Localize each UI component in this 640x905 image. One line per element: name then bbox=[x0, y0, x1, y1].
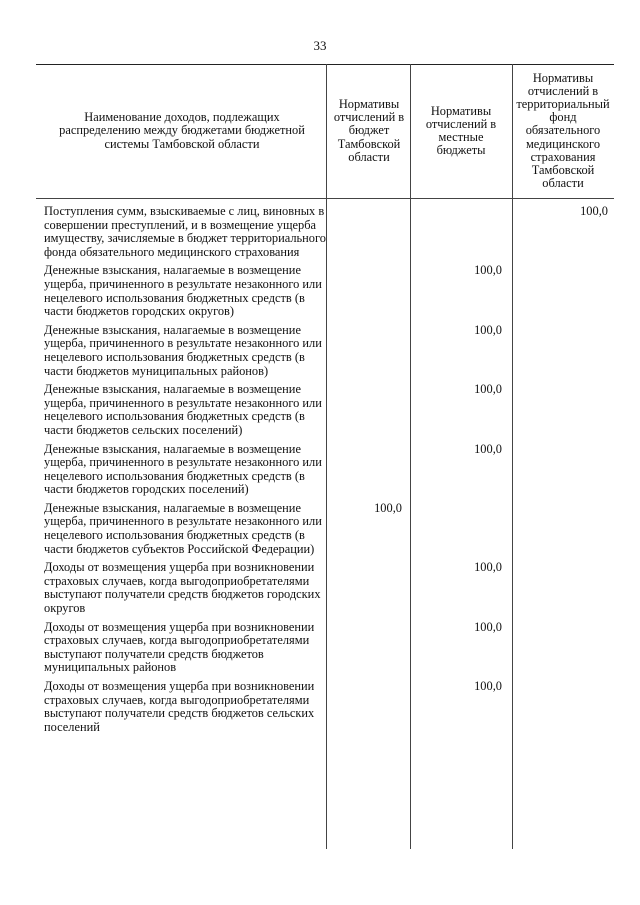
row-regional-value: 100,0 bbox=[374, 500, 402, 515]
header-local-budgets: Нормативы отчислений в местные бюджеты bbox=[425, 103, 497, 158]
table-row bbox=[44, 205, 614, 259]
row-local-value: 100,0 bbox=[474, 560, 502, 575]
row-local-value: 100,0 bbox=[474, 679, 502, 693]
row-income-name: Денежные взыскания, налагаемые в возмещение ущерба, причиненного в результате незаконного или нецелевого использования бюджетных средств (в части бюджетов субъектов Российской Федерации) bbox=[44, 500, 322, 556]
row-income-name: Поступления сумм, взыскиваемые с лиц, виновных в совершении преступлений, и в возмещение ущерба имуществу, зачисляемые в бюджет территориального фонда обязательного медицинского страхования bbox=[44, 204, 326, 259]
row-local-value: 100,0 bbox=[474, 619, 502, 634]
table-row bbox=[44, 680, 614, 734]
row-income-name: Доходы от возмещения ущерба при возникновении страховых случаев, когда выгодоприобретателями выступают получатели средств бюджетов сельских поселений bbox=[44, 679, 315, 734]
row-local-value: 100,0 bbox=[474, 322, 502, 337]
table-row bbox=[44, 383, 614, 437]
row-income-name: Денежные взыскания, налагаемые в возмещение ущерба, причиненного в результате незаконного или нецелевого использования бюджетных средств (в части бюджетов городских округов) bbox=[44, 263, 322, 319]
table-row bbox=[44, 443, 614, 497]
header-bottom-border bbox=[36, 198, 614, 199]
header-medical-fund: Нормативы отчислений в территориальный фонд обязательного медицинского страхования Тамбовской области bbox=[516, 70, 610, 191]
row-income-name: Денежные взыскания, налагаемые в возмещение ущерба, причиненного в результате незаконного или нецелевого использования бюджетных средств (в части бюджетов муниципальных районов) bbox=[44, 322, 322, 378]
table-row bbox=[44, 502, 614, 556]
row-local-value: 100,0 bbox=[474, 382, 502, 397]
page-number: 33 bbox=[313, 38, 327, 53]
header-regional-budget: Нормативы отчислений в бюджет Тамбовской области bbox=[333, 96, 405, 164]
row-local-value: 100,0 bbox=[474, 441, 502, 456]
table-body bbox=[44, 205, 614, 739]
table-top-border bbox=[36, 64, 614, 65]
row-income-name: Денежные взыскания, налагаемые в возмещение ущерба, причиненного в результате незаконного или нецелевого использования бюджетных средств (в части бюджетов сельских поселений) bbox=[44, 382, 322, 437]
row-income-name: Денежные взыскания, налагаемые в возмещение ущерба, причиненного в результате незаконного или нецелевого использования бюджетных средств (в части бюджетов городских поселений) bbox=[44, 441, 322, 497]
row-income-name: Доходы от возмещения ущерба при возникновении страховых случаев, когда выгодоприобретателями выступают получатели средств бюджетов городских округов bbox=[44, 560, 321, 616]
row-fund-value: 100,0 bbox=[580, 204, 608, 218]
table-row bbox=[44, 324, 614, 378]
row-local-value: 100,0 bbox=[474, 263, 502, 278]
header-income-name: Наименование доходов, подлежащих распределению между бюджетами бюджетной системы Тамбовской области bbox=[59, 110, 305, 151]
table-row bbox=[44, 264, 614, 318]
table-row bbox=[44, 621, 614, 675]
table-row bbox=[44, 561, 614, 615]
row-income-name: Доходы от возмещения ущерба при возникновении страховых случаев, когда выгодоприобретателями выступают получатели средств бюджетов муниципальных районов bbox=[44, 619, 315, 675]
